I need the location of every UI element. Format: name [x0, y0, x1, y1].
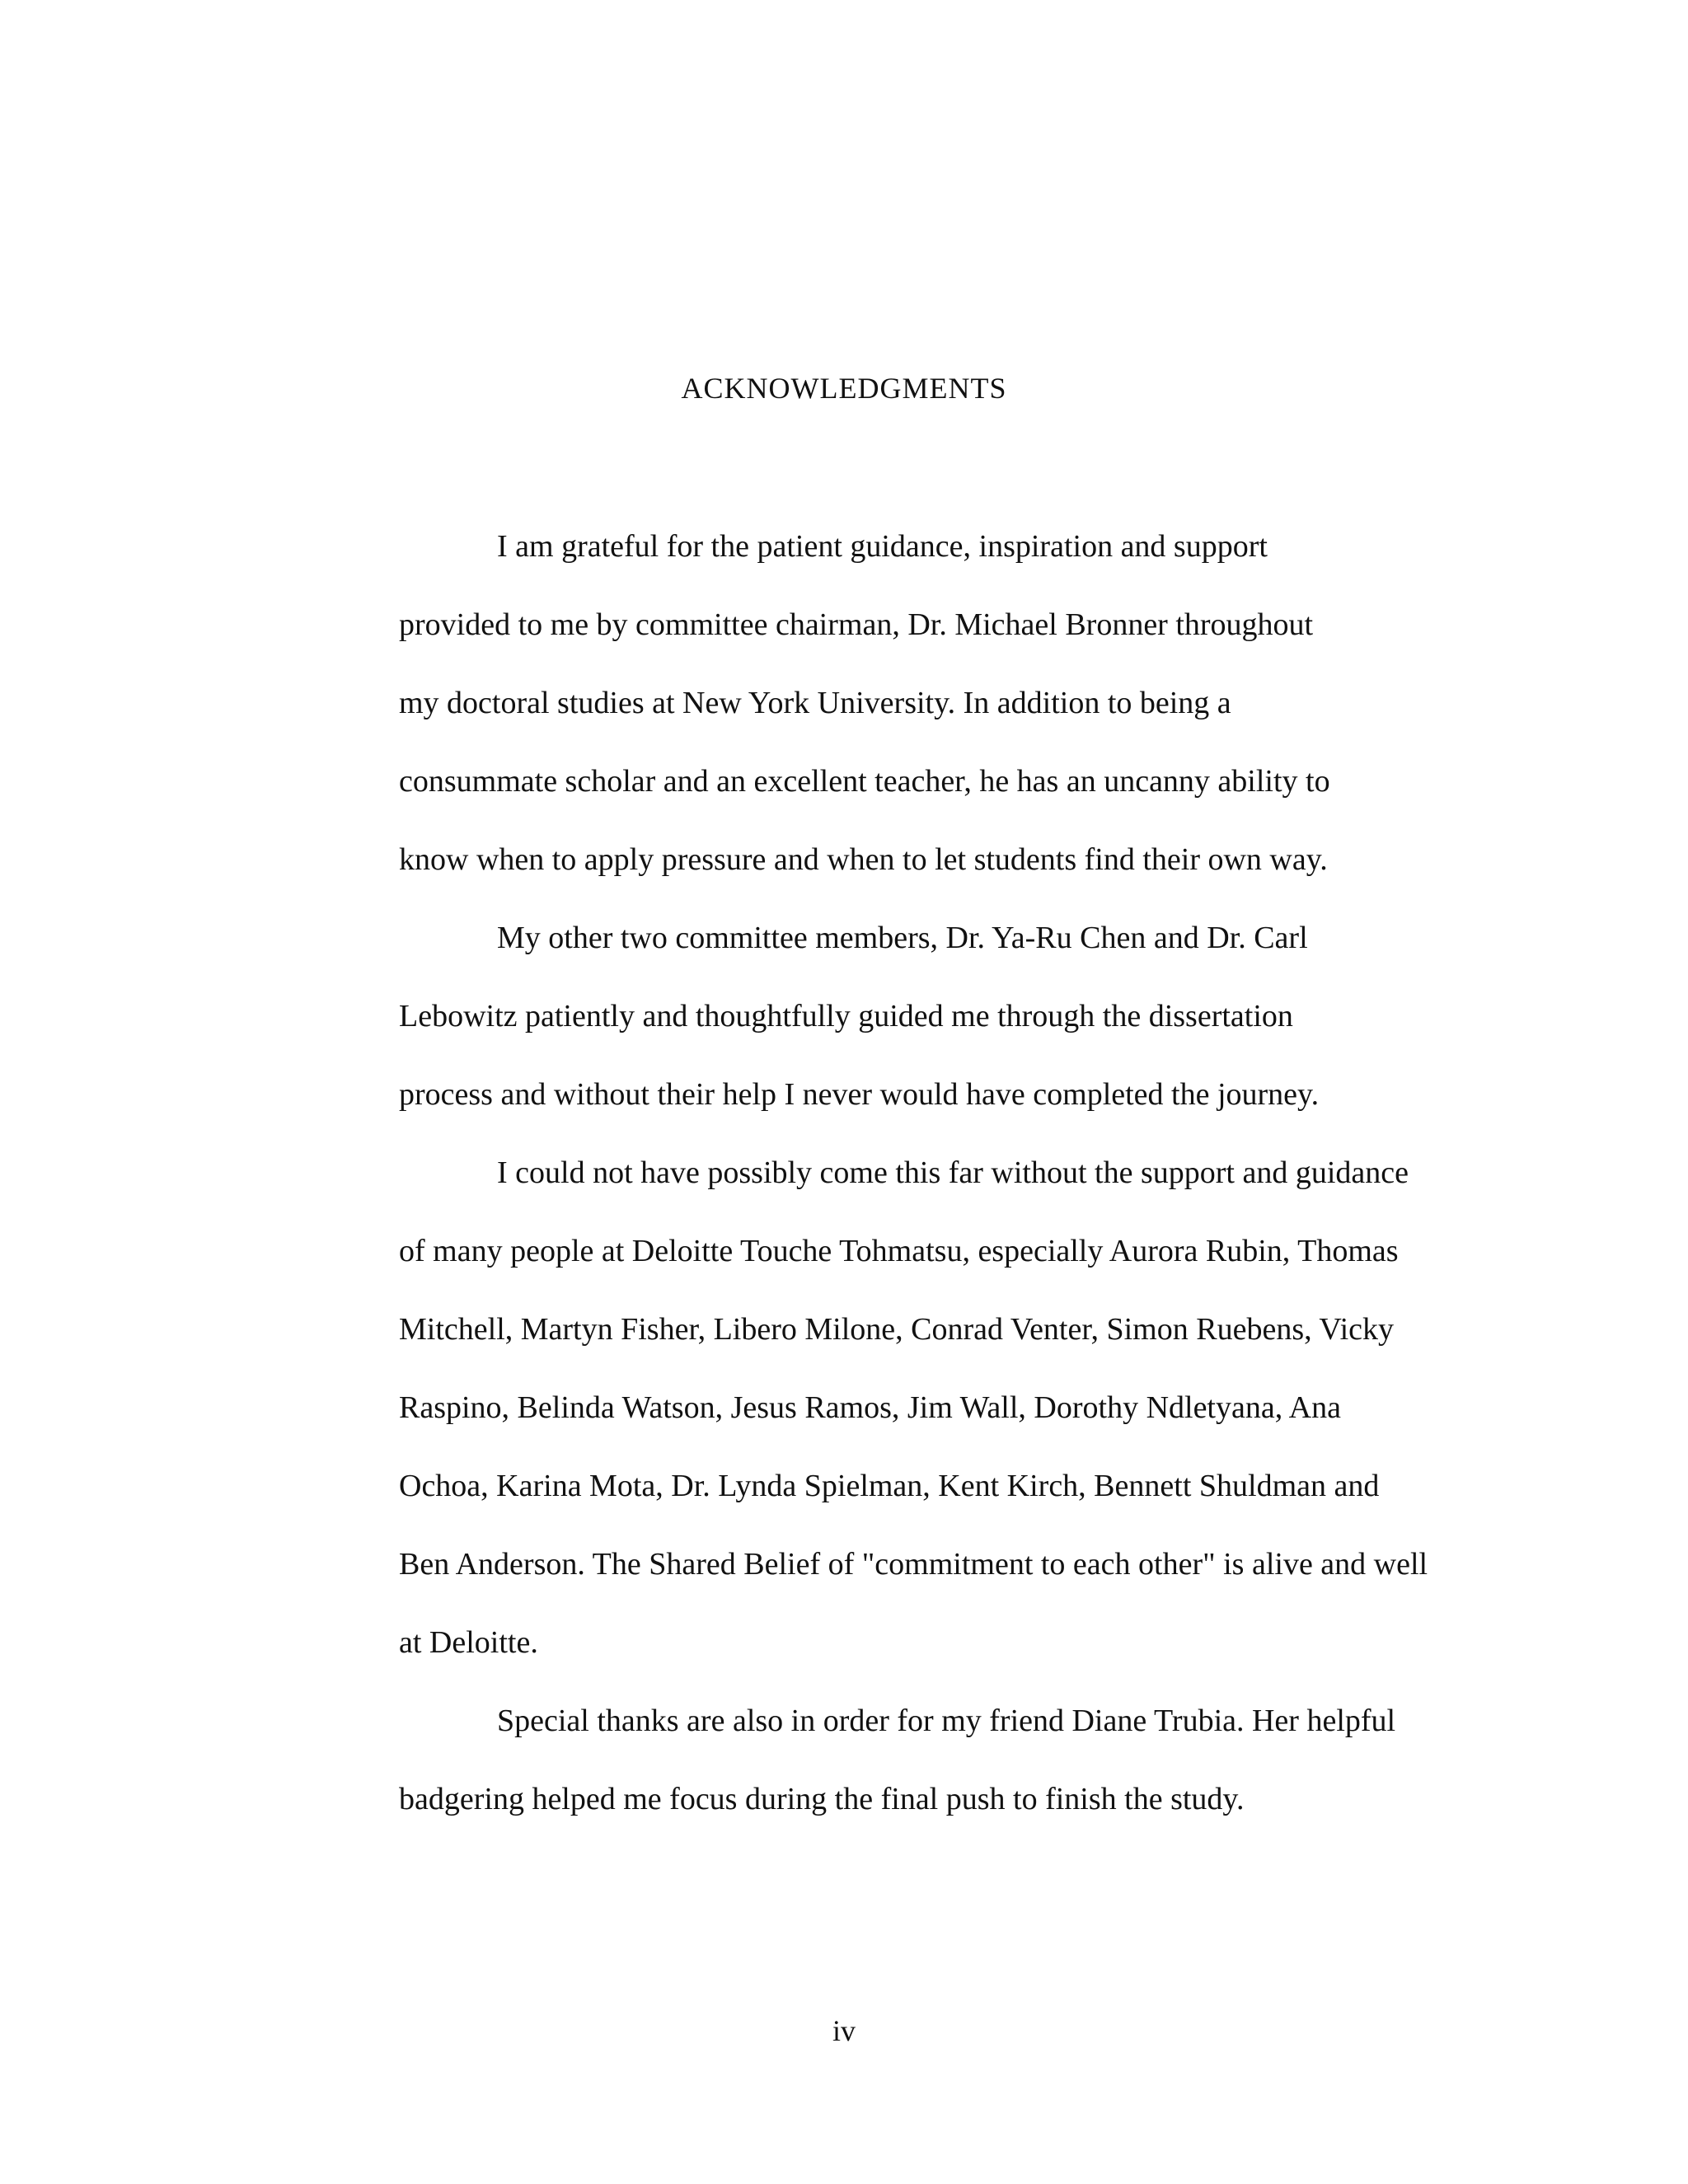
paragraph-3-line-3: Mitchell, Martyn Fisher, Libero Milone, Conrad Venter, Simon Ruebens, Vicky	[399, 1312, 1395, 1347]
paragraph-2-line-3: process and without their help I never would have completed the journey.	[399, 1077, 1320, 1112]
paragraph-1-line-3: my doctoral studies at New York University. In addition to being a	[399, 686, 1231, 720]
paragraph-3-line-5: Ochoa, Karina Mota, Dr. Lynda Spielman, Kent Kirch, Bennett Shuldman and	[399, 1469, 1380, 1503]
paragraph-4-line-1: Special thanks are also in order for my friend Diane Trubia. Her helpful	[497, 1704, 1396, 1738]
paragraph-3-line-4: Raspino, Belinda Watson, Jesus Ramos, Jim Wall, Dorothy Ndletyana, Ana	[399, 1390, 1341, 1425]
paragraph-3-line-1: I could not have possibly come this far without the support and guidance	[497, 1155, 1409, 1190]
page-number: iv	[832, 2014, 856, 2047]
paragraph-1-line-4: consummate scholar and an excellent teacher, he has an uncanny ability to	[399, 764, 1330, 799]
paragraph-4-line-2: badgering helped me focus during the final push to finish the study.	[399, 1782, 1245, 1816]
paragraph-3-line-6: Ben Anderson. The Shared Belief of "commitment to each other" is alive and well	[399, 1547, 1428, 1582]
paragraph-1-line-1: I am grateful for the patient guidance, inspiration and support	[497, 529, 1268, 564]
paragraph-1-line-2: provided to me by committee chairman, Dr. Michael Bronner throughout	[399, 607, 1314, 642]
paragraph-3-line-2: of many people at Deloitte Touche Tohmatsu, especially Aurora Rubin, Thomas	[399, 1234, 1399, 1268]
paragraph-2-line-2: Lebowitz patiently and thoughtfully guided me through the dissertation	[399, 999, 1293, 1033]
paragraph-2-line-1: My other two committee members, Dr. Ya-Ru Chen and Dr. Carl	[497, 921, 1308, 955]
page-title: ACKNOWLEDGMENTS	[681, 372, 1007, 405]
paragraph-3-line-7: at Deloitte.	[399, 1625, 538, 1660]
paragraph-1-line-5: know when to apply pressure and when to let students find their own way.	[399, 842, 1328, 877]
